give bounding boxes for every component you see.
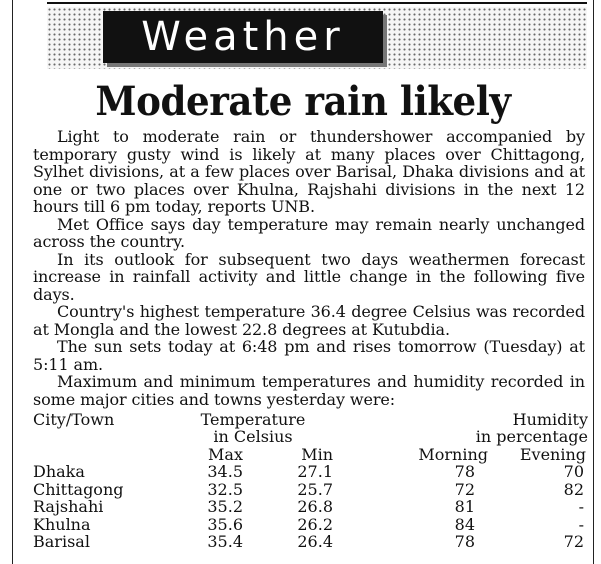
table-cell-evening: -	[578, 514, 584, 534]
humidity-header: Humidity	[512, 410, 588, 429]
table-cell-max: 34.5	[207, 462, 243, 481]
table-cell-city: Chittagong	[33, 479, 124, 499]
table-cell-evening: 72	[563, 532, 584, 551]
article-body	[33, 128, 585, 408]
temperature-unit-header: in Celsius	[213, 427, 293, 446]
paragraph: Maximum and minimum temperatures and humidity recorded in some major cities and towns yesterday were:	[33, 372, 585, 409]
headline: Moderate rain likely	[95, 78, 511, 125]
table-cell-city: Dhaka	[33, 462, 85, 481]
table-cell-city: Rajshahi	[33, 497, 104, 516]
table-cell-min: 26.4	[297, 532, 333, 551]
paragraph: The sun sets today at 6:48 pm and rises tomorrow (Tuesday) at 5:11 am.	[33, 337, 585, 374]
temperature-header: Temperature	[200, 410, 306, 429]
table-cell-city: Barisal	[33, 532, 90, 551]
morning-header: Morning	[418, 445, 488, 464]
max-header: Max	[208, 445, 243, 464]
humidity-unit-header: in percentage	[475, 427, 588, 446]
table-cell-city: Khulna	[33, 514, 91, 534]
city-header: City/Town	[33, 410, 115, 429]
table-cell-morning: 72	[454, 479, 475, 499]
section-title: Weather	[103, 11, 383, 63]
table-cell-max: 32.5	[207, 479, 243, 499]
paragraph: In its outlook for subsequent two days weathermen forecast increase in rainfall activity and little change in the following five days.	[33, 249, 585, 304]
table-cell-max: 35.2	[207, 497, 243, 516]
table-cell-min: 26.8	[297, 497, 333, 516]
min-header: Min	[301, 445, 333, 464]
table-cell-max: 35.4	[207, 532, 243, 551]
table-cell-min: 25.7	[297, 479, 333, 499]
evening-header: Evening	[519, 445, 586, 464]
table-cell-min: 27.1	[297, 462, 333, 481]
table-cell-morning: 81	[454, 497, 475, 516]
table-cell-evening: 82	[563, 479, 584, 499]
table-cell-morning: 78	[454, 532, 475, 551]
section-banner	[47, 7, 587, 69]
table-cell-morning: 78	[454, 462, 475, 481]
table-cell-morning: 84	[454, 514, 475, 534]
table-cell-evening: 70	[563, 462, 584, 481]
paragraph: Light to moderate rain or thundershower accompanied by temporary gusty wind is likely at many places over Chittagong, Sylhet divisions, at a few places over Barisal, Dhaka divisions and at one or two places over Khulna, Rajshahi divisions in the next 12 hours till 6 pm today, reports UNB.	[33, 127, 585, 216]
top-rule	[47, 2, 587, 4]
table-cell-evening: -	[578, 497, 584, 516]
table-cell-min: 26.2	[297, 514, 333, 534]
paragraph: Country's highest temperature 36.4 degree Celsius was recorded at Mongla and the lowest 22.8 degrees at Kutubdia.	[33, 302, 585, 339]
table-cell-max: 35.6	[207, 514, 243, 534]
paragraph: Met Office says day temperature may remain nearly unchanged across the country.	[33, 214, 585, 251]
newspaper-clipping	[12, 0, 594, 564]
